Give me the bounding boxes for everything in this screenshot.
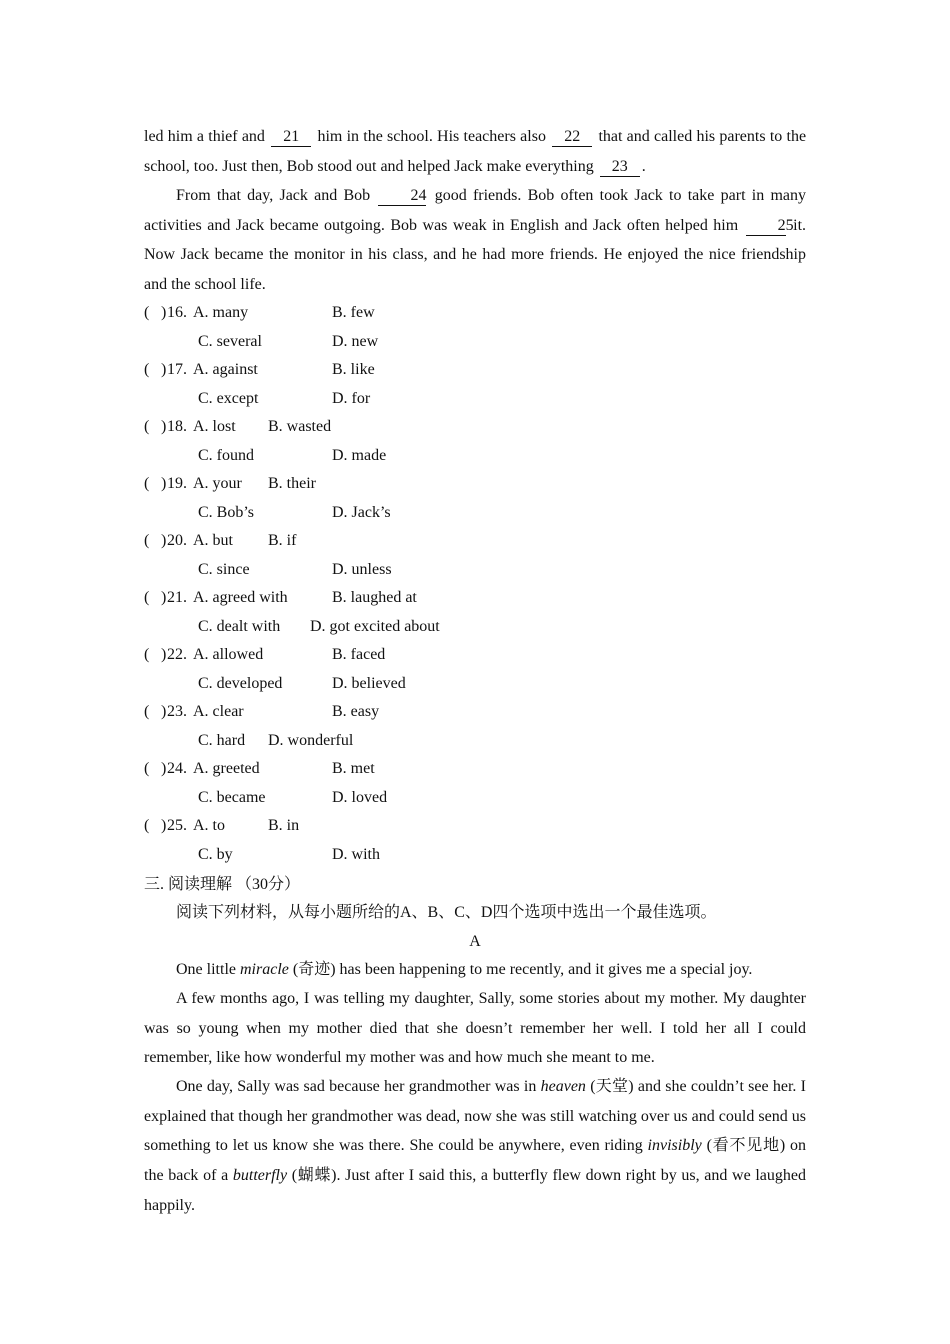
blank-25: 25 [746,217,786,236]
answer-paren-close: ) [161,361,167,378]
question-number: 21. [167,589,187,606]
answer-paren-open: ( [144,475,150,492]
question-number: 25. [167,817,187,834]
answer-paren-close: ) [161,760,167,777]
option-b: B. like [332,361,375,378]
answer-paren-open: ( [144,361,150,378]
cloze-paragraph-2 [144,181,806,300]
blank-22: 22 [552,128,592,147]
option-b: B. if [268,532,297,549]
text: (奇迹) has been happening to me recently, and it gives me a special joy. [292,961,753,978]
option-b: B. their [268,475,316,492]
question-number: 23. [167,703,187,720]
text: From that day, Jack and Bob [176,187,371,204]
option-c: C. Bob’s [198,503,255,521]
option-c: C. dealt with [198,617,281,635]
option-c: C. found [198,446,254,464]
option-b: B. easy [332,703,380,720]
cloze-paragraph-1 [144,122,806,181]
option-c: C. became [198,788,266,806]
italic-term: miracle [239,961,289,978]
text: One little [176,961,236,978]
option-d: D. wonderful [268,731,354,749]
answer-paren-close: ) [161,532,167,549]
answer-paren-close: ) [161,817,167,834]
text: good friends. Bob often took Jack to take part in many activities and Jack became outgoing. Bob was weak in English and Jack often helped him [144,187,806,234]
blank-24: 24 [378,187,426,206]
section-heading: 三. 阅读理解 （30分） [144,876,301,893]
blank-23: 23 [600,158,640,177]
option-b: B. wasted [268,418,332,435]
reading-paragraph-1 [144,955,806,985]
option-a: A. agreed with [193,589,288,606]
answer-paren-close: ) [161,703,167,720]
question-number: 20. [167,532,187,549]
option-a: A. against [193,361,258,378]
option-a: A. allowed [193,646,264,663]
answer-paren-open: ( [144,817,150,834]
blank-21: 21 [271,128,311,147]
option-c: C. by [198,845,233,863]
option-a: A. lost [193,418,236,435]
answer-paren-close: ) [161,475,167,492]
option-a: A. but [193,532,233,549]
text: One day, Sally was sad because her grandmother was in [176,1078,537,1095]
option-d: D. loved [332,788,388,806]
option-c: C. hard [198,731,246,749]
text: that and called his parents to the school, too. Just then, Bob stood out and helped Jack make everything [144,128,807,175]
question-number: 19. [167,475,187,492]
text: (天堂) and she couldn’t see her. I explained that though her grandmother was dead, now she was still watching over us and could send us something to let us know she was there. She could be anywhere, even riding [144,1078,806,1155]
option-d: D. got excited about [310,617,440,635]
option-d: D. believed [332,674,406,692]
italic-term: heaven [540,1078,586,1095]
text: him in the school. His teachers also [317,128,546,145]
text: (蝴蝶). Just after I said this, a butterfly flew down right by us, and we laughed happily. [144,1167,807,1214]
italic-term: butterfly [232,1167,288,1185]
answer-paren-open: ( [144,646,150,663]
answer-paren-open: ( [144,304,150,321]
option-b: B. few [332,304,375,321]
option-a: A. many [193,304,249,321]
question-number: 17. [167,361,187,378]
passage-label: A [469,933,481,950]
option-d: D. Jack’s [332,503,391,521]
option-d: D. new [332,332,379,350]
question-number: 18. [167,418,187,435]
answer-paren-close: ) [161,304,167,321]
answer-paren-close: ) [161,646,167,663]
option-a: A. to [193,817,225,834]
option-b: B. laughed at [332,589,417,606]
option-c: C. several [198,332,262,350]
option-b: B. in [268,817,300,834]
answer-paren-open: ( [144,532,150,549]
reading-paragraph-3 [144,1072,806,1221]
answer-paren-close: ) [161,418,167,435]
question-number: 16. [167,304,187,321]
option-a: A. your [193,475,242,492]
option-a: A. clear [193,703,244,720]
answer-paren-open: ( [144,703,150,720]
reading-paragraph-2: A few months ago, I was telling my daughter, Sally, some stories about my mother. My daughter was so young when my mother died that she doesn’t remember her well. I told her all I could remember, like how wonderful my mother was and how much she meant to me. [144,990,806,1067]
answer-paren-open: ( [144,589,150,606]
option-d: D. unless [332,560,392,578]
question-number: 22. [167,646,187,663]
italic-term: invisibly [647,1137,702,1155]
answer-paren-open: ( [144,418,150,435]
text: led him a thief and [144,128,265,145]
option-a: A. greeted [193,760,260,777]
option-c: C. except [198,389,259,407]
option-c: C. developed [198,674,283,692]
question-number: 24. [167,760,187,777]
text: . [641,157,646,175]
section-instruction: 阅读下列材料，从每小题所给的A、B、C、D四个选项中选出一个最佳选项。 [176,904,717,921]
option-c: C. since [198,560,250,578]
option-d: D. for [332,389,371,407]
option-d: D. with [332,845,380,863]
option-b: B. met [332,760,375,777]
text: (看不见地) on the back of a [144,1137,807,1185]
option-d: D. made [332,446,387,464]
option-b: B. faced [332,646,386,663]
answer-paren-close: ) [161,589,167,606]
text: it. Now Jack became the monitor in his class, and he had more friends. He enjoyed the nice friendship and the school life. [144,216,807,294]
answer-paren-open: ( [144,760,150,777]
